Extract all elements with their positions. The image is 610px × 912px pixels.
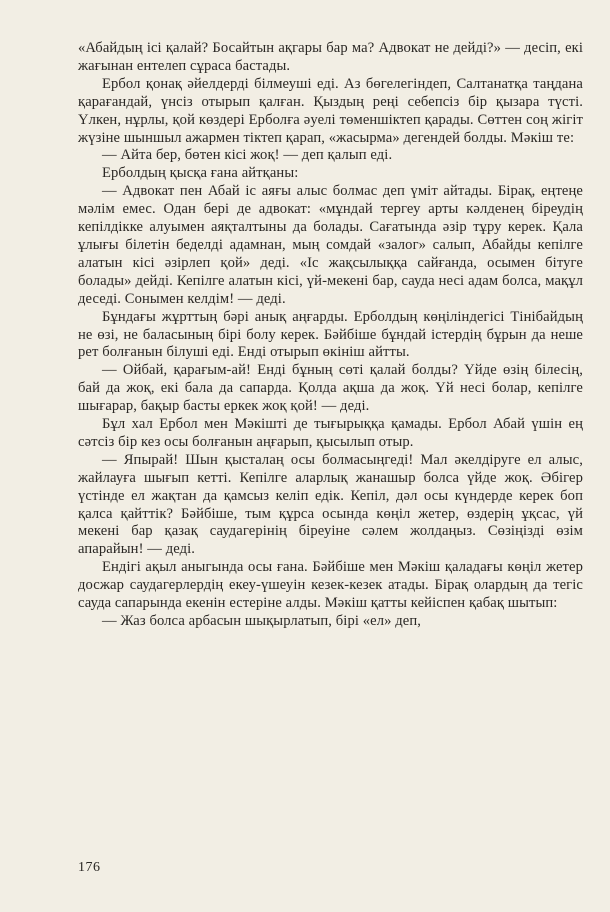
paragraph: Бұл хал Ербол мен Мәкішті де тығырыққа қамады. Ербол Абай үшін ең сәтсіз бір кез осы болғанын аңғарып, қысылып отыр. bbox=[78, 416, 583, 450]
paragraph: — Айта бер, бөтен кісі жоқ! — деп қалып еді. bbox=[102, 147, 393, 164]
paragraph: — Жаз болса арбасын шықырлатып, бірі «ел» деп, bbox=[102, 613, 422, 629]
paragraph: «Абайдың ісі қалай? Босайтын ақгары бар ма? Адвокат не дейді?» — десіп, екі жағынан ентелеп сұраса бастады. bbox=[78, 40, 583, 74]
paragraph: Бұндағы жұрттың бәрі анық аңғарды. Ерболдың көңіліндегісі Тінібайдың не өзі, не баласының бірі болу керек. Бәйбіше бұндай істердің бұрын да неше рет болғанын білуші еді. Енді отырып өкініш айтты. bbox=[78, 308, 583, 361]
paragraph: — Япырай! Шын қысталаң осы болмасыңгеді! Мал әкелдіруге ел алыс, жайлауға шығып кетті. Кепілге аларлық жанашыр болса үйде жоқ. Әбігер үстінде ел жақтан да қамсыз келіп едік. Кепіл, дәл осы күндерде керек боп қалса қайттік? Бәйбіше, тым құрса осында көңіл жетер, өздерің ұқсас, үй мекені бар қазақ саудагерінің біреуіне сәлем жолдаңыз. Сөзіңізді өзім апарайын! — деді. bbox=[78, 451, 583, 558]
paragraph: — Адвокат пен Абай іс аяғы алыс болмас деп үміт айтады. Бірақ, еңтеңе мәлім емес. Одан бері де адвокат: «мұндай тергеу арты кәлденең біреудің кепілдікке алуымен аяқталтыны да болады. Сағатында әзір тұру керек. Қала ұлығы білетін беделді адамнан, мың сомдай «залог» салып, Абайды кепілге алатын кісі әзірлеп қой» деді. «Іс жақсылыққа сайғанда, осымен бітуге болады» дейді. Кепілге алатын кісі, үй-мекені бар, сауда несі адам болса, мақұл деседі. Сонымен келдім! — деді. bbox=[78, 183, 583, 307]
paragraph: Ендігі ақыл аныгында осы ғана. Бәйбіше мен Мәкіш қаладағы көңіл жетер досжар саудагерлердің екеу-үшеуін кезек-кезек атады. Бірақ олардың да тегіс сауда сапарында екенін естеріне алды. Мәкіш қатты кейіспен қабақ шытып: bbox=[78, 559, 583, 612]
paragraph: — Ойбай, қарағым-ай! Енді бұның сөті қалай болды? Үйде өзің білесің, бай да жоқ, екі бала да сапарда. Қолда ақша да жоқ. Үй несі болар, кепілге шығарар, бақыр басты еркек жоқ қой! — деді. bbox=[78, 362, 583, 415]
paragraph: Ерболдың қысқа ғана айтқаны: bbox=[102, 165, 299, 182]
paragraph: Ербол қонақ әйелдерді білмеуші еді. Аз бөгелегіндеп, Салтанатқа таңдана қарағандай, үнсіз отырып қалған. Қыздың реңі себепсіз бір қызара түсті. Үлкен, нұрлы, қой көздері Ерболға әуелі төменшіктеп қарады. Сөттен соң жігіт жүзіне шыншыл ажармен тіктеп қарап, «жасырма» дегендей болды. Мәкіш те: bbox=[78, 75, 583, 146]
page-number: 176 bbox=[78, 860, 101, 875]
page-text bbox=[78, 40, 583, 631]
